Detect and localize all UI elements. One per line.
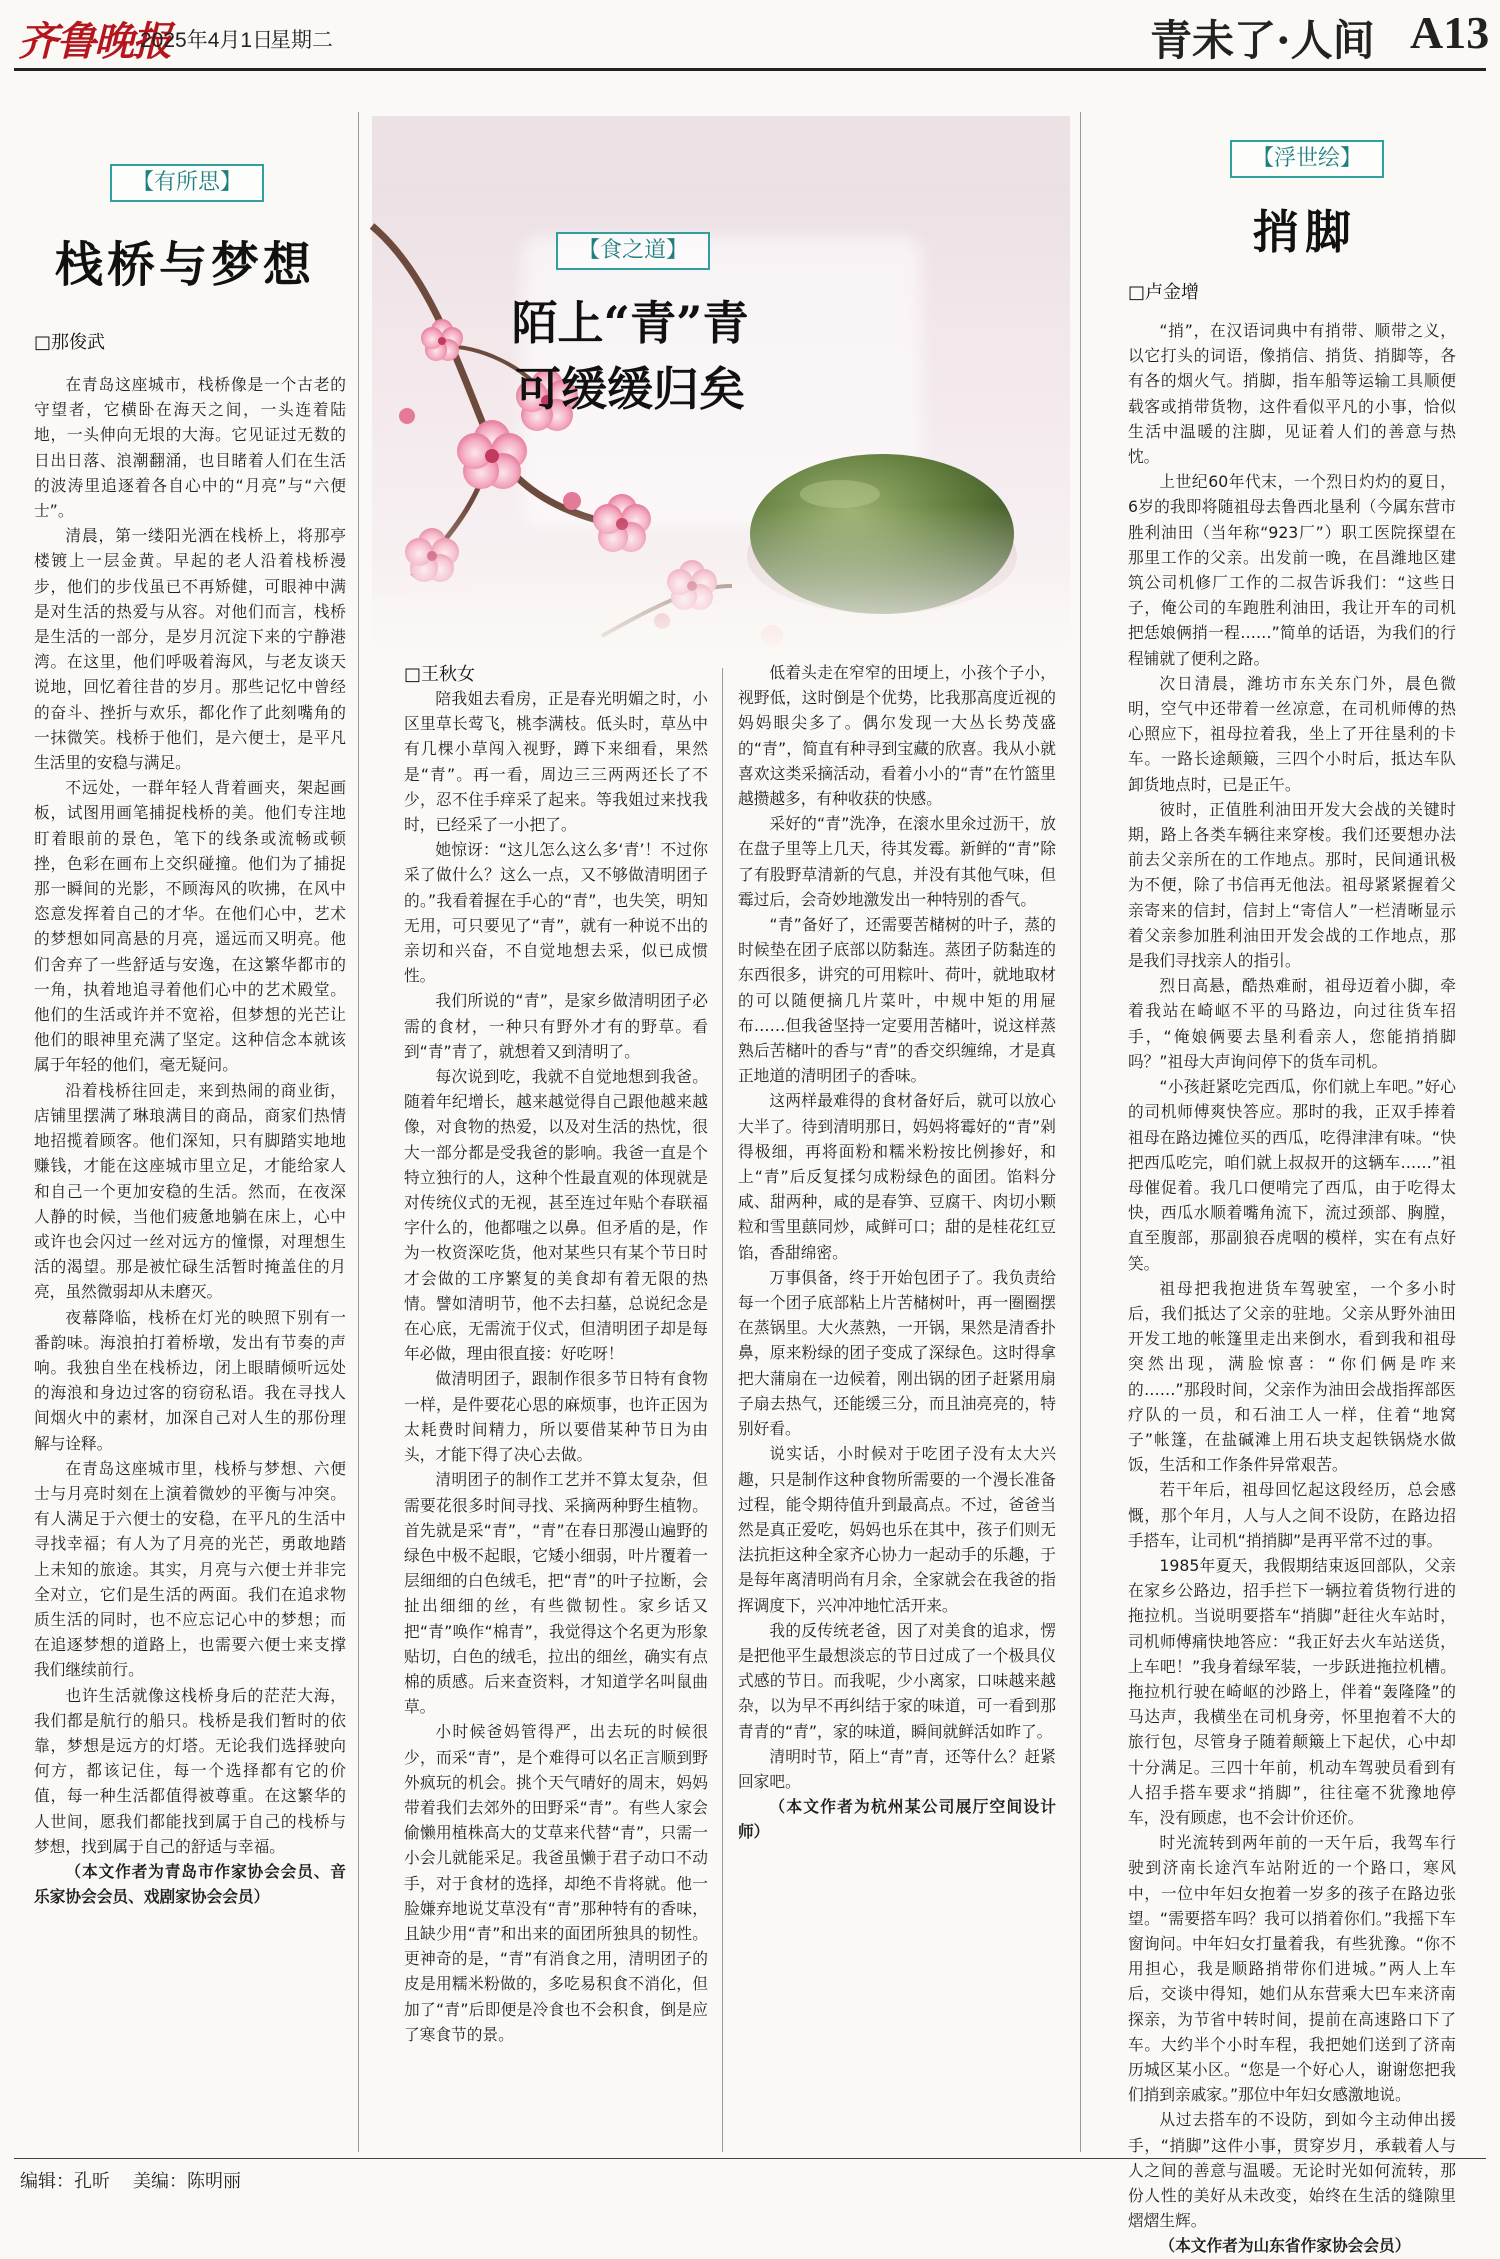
paragraph: 清明团子的制作工艺并不算太复杂，但需要花很多时间寻找、采摘两种野生植物。首先就是采“青”，“青”在春日那漫山遍野的绿色中极不起眼，它矮小细弱，叶片覆着一层细细的白色绒毛，把“青”的叶子拉断，会扯出细细的丝，有些微韧性。家乡话又把“青”唤作“棉青”，我觉得这个名更为形象贴切，白色的绒毛，拉出的细丝，确实有点棉的质感。后来查资料，才知道学名叫鼠曲草。 <box>404 1470 708 1717</box>
paragraph: 她惊讶：“这儿怎么这么多‘青’！不过你采了做什么？这么一点，又不够做清明团子的。”我看着握在手心的“青”，也失笑，明知无用，可只要见了“青”，就有一种说不出的亲切和兴奋，不自觉地想去采，似已成惯性。 <box>404 840 708 986</box>
paragraph: 小时候爸妈管得严，出去玩的时候很少，而采“青”，是个难得可以名正言顺到野外疯玩的机会。挑个天气晴好的周末，妈妈带着我们去郊外的田野采“青”。有些人家会偷懒用植株高大的艾草来代替“青”，只需一小会儿就能采足。我爸虽懒于君子动口不动手，对于食材的选择，却绝不肯将就。他一脸嫌弃地说艾草没有“青”那种特有的香味，且缺少用“青”和出来的面团所独具的韧性。更神奇的是，“青”有消食之用，清明团子的皮是用糯米粉做的，多吃易积食不消化，但加了“青”后即便是冷食也不会积食，倒是应了寒食节的景。 <box>404 1722 708 2044</box>
column-divider-left <box>358 112 359 2152</box>
paragraph: “青”备好了，还需要苦槠树的叶子，蒸的时候垫在团子底部以防黏连。蒸团子防黏连的东西很多，讲究的可用粽叶、荷叶，就地取材的可以随便摘几片菜叶，中规中矩的用屉布……但我爸坚持一定要用苦槠叶，说这样蒸熟后苦槠叶的香与“青”的香交织缠绵，才是真正地道的清明团子的香味。 <box>738 915 1056 1086</box>
paragraph: 若干年后，祖母回忆起这段经历，总会感慨，那个年月，人与人之间不设防，在路边招手搭车，让司机“捎捎脚”是再平常不过的事。 <box>1128 1480 1456 1550</box>
article-title-line1: 陌上“青”青 <box>511 296 749 350</box>
issue-date: 2025年4月1日 <box>140 29 274 52</box>
article-title: 捎脚 <box>1253 205 1357 259</box>
paragraph: 在青岛这座城市，栈桥像是一个古老的守望者，它横卧在海天之间，一头连着陆地，一头伸向无垠的大海。它见证过无数的日出日落、浪潮翻涌，也目睹着人们在生活的波涛里追逐着各自心中的“月亮”与“六便士”。 <box>34 375 346 521</box>
article-title: 栈桥与梦想 <box>54 237 315 293</box>
paragraph: 清晨，第一缕阳光洒在栈桥上，将那亭楼镀上一层金黄。早起的老人沿着栈桥漫步，他们的步伐虽已不再矫健，可眼神中满是对生活的热爱与从容。对他们而言，栈桥是生活的一部分，是岁月沉淀下来的宁静港湾。在这里，他们呼吸着海风，与老友谈天说地，回忆着往昔的岁月。那些记忆中曾经的奋斗、挫折与欢乐，都化作了此刻嘴角的一抹微笑。栈桥于他们，是六便士，是平凡生活里的安稳与满足。 <box>34 526 346 773</box>
author-note: （本文作者为山东省作家协会会员） <box>1159 2236 1411 2256</box>
paragraph: 做清明团子，跟制作很多节日特有食物一样，是件要花心思的麻烦事，也许正因为太耗费时间精力，所以要借某种节日为由头，才能下得了决心去做。 <box>404 1369 708 1465</box>
paragraph: 低着头走在窄窄的田埂上，小孩个子小，视野低，这时倒是个优势，比我那高度近视的妈妈眼尖多了。偶尔发现一大丛长势茂盛的“青”，简直有种寻到宝藏的欣喜。我从小就喜欢这类采摘活动，看着小小的“青”在竹篮里越攒越多，有种收获的快感。 <box>738 663 1056 809</box>
paragraph: 采好的“青”洗净，在滚水里氽过沥干，放在盘子里等上几天，待其发霉。新鲜的“青”除了有股野草清新的气息，并没有其他气味，但霉过后，会奇妙地激发出一种特别的香气。 <box>738 814 1056 909</box>
paragraph: 烈日高悬，酷热难耐，祖母迈着小脚，牵着我站在崎岖不平的马路边，向过往货车招手，“俺娘俩要去垦利看亲人，您能捎捎脚吗？”祖母大声询问停下的货车司机。 <box>1128 976 1456 1071</box>
paragraph: 祖母把我抱进货车驾驶室，一个多小时后，我们抵达了父亲的驻地。父亲从野外油田开发工地的帐篷里走出来倒水，看到我和祖母突然出现，满脸惊喜：“你们俩是咋来的……”那段时间，父亲作为油田会战指挥部医疗队的一员，和石油工人一样，住着“地窝子”帐篷，在盐碱滩上用石块支起铁锅烧水做饭，生活和工作条件异常艰苦。 <box>1128 1278 1456 1475</box>
page-footer <box>20 2167 259 2193</box>
paragraph: 这两样最难得的食材备好后，就可以放心大半了。待到清明那日，妈妈将霉好的“青”剁得极细，再将面粉和糯米粉按比例掺好，和上“青”后反复揉匀成粉绿色的面团。馅料分咸、甜两种，咸的是春笋、豆腐干、肉切小颗粒和雪里蕻同炒，咸鲜可口；甜的是桂花红豆馅，香甜绵密。 <box>738 1091 1056 1262</box>
article-body-col2 <box>738 660 1056 2152</box>
article-title <box>470 290 790 422</box>
paragraph: 说实话，小时候对于吃团子没有太大兴趣，只是制作这种食物所需要的一个漫长准备过程，能令期待值升到最高点。不过，爸爸当然是真正爱吃，妈妈也乐在其中，孩子们则无法抗拒这种全家齐心协力一起动手的乐趣，于是每年离清明尚有月余，全家就会在我爸的指挥调度下，兴冲冲地忙活开来。 <box>738 1444 1056 1615</box>
designer-credit: 美编：陈明丽 <box>133 2171 242 2191</box>
author-name: □卢金增 <box>1128 282 1200 303</box>
article-tag: 【食之道】 <box>556 232 710 270</box>
paragraph: 陪我姐去看房，正是春光明媚之时，小区里草长莺飞，桃李满枝。低头时，草丛中有几棵小草闯入视野，蹲下来细看，果然是“青”。再一看，周边三三两两还长了不少，忍不住手痒采了起来。等我姐过来找我时，已经采了一小把了。 <box>404 689 708 835</box>
paragraph: 1985年夏天，我假期结束返回部队，父亲在家乡公路边，招手拦下一辆拉着货物行进的拖拉机。当说明要搭车“捎脚”赶往火车站时，司机师傅痛快地答应：“我正好去火车站送货，上车吧！”我身着绿军装，一步跃进拖拉机槽。拖拉机行驶在崎岖的沙路上，伴着“轰隆隆”的马达声，我横坐在司机身旁，怀里抱着不大的旅行包，尽管身子随着颠簸上下起伏，心中却十分满足。三四十年前，机动车驾驶员看到有人招手搭车要求“捎脚”，往往毫不犹豫地停车，没有顾虑，也不会计价还价。 <box>1128 1555 1456 1827</box>
paragraph: 次日清晨，潍坊市东关东门外，晨色微明，空气中还带着一丝凉意，在司机师傅的热心照应下，祖母拉着我，坐上了开往垦利的卡车。一路长途颠簸，三四个小时后，抵达车队卸货地点时，已是正午。 <box>1128 673 1456 794</box>
paragraph: 万事俱备，终于开始包团子了。我负责给每一个团子底部粘上片苦槠树叶，再一圈圈摆在蒸锅里。大火蒸熟，一开锅，果然是清香扑鼻，原来粉绿的团子变成了深绿色。这时得拿把大蒲扇在一边候着，刚出锅的团子赶紧用扇子扇去热气，还能缓三分，而且油亮亮的，特别好看。 <box>738 1267 1056 1439</box>
column-divider-middle <box>722 668 723 2152</box>
paragraph: 沿着栈桥往回走，来到热闹的商业街，店铺里摆满了琳琅满目的商品，商家们热情地招揽着顾客。他们深知，只有脚踏实地地赚钱，才能在这座城市里立足，才能给家人和自己一个更加安稳的生活。然而，在夜深人静的时候，当他们疲惫地躺在床上，心中或许也会闪过一丝对远方的憧憬，对理想生活的渴望。那是被忙碌生活暂时掩盖住的月亮，虽然微弱却从未磨灭。 <box>34 1080 346 1302</box>
paragraph: 在青岛这座城市里，栈桥与梦想、六便士与月亮时刻在上演着微妙的平衡与冲突。有人满足于六便士的安稳，在平凡的生活中寻找幸福；有人为了月亮的光芒，勇敢地踏上未知的旅途。其实，月亮与六便士并非完全对立，它们是生活的两面。我们在追求物质生活的同时，也不应忘记心中的梦想；而在追逐梦想的道路上，也需要六便士来支撑我们继续前行。 <box>34 1458 346 1680</box>
page-header <box>0 0 1500 70</box>
article-title-line2: 可缓缓归矣 <box>515 362 745 416</box>
paragraph: 清明时节，陌上“青”青，还等什么？赶紧回家吧。 <box>738 1746 1056 1791</box>
issue-weekday: 星期二 <box>270 29 333 52</box>
article-tag: 【有所思】 <box>110 164 264 202</box>
paragraph: “小孩赶紧吃完西瓜，你们就上车吧。”好心的司机师傅爽快答应。那时的我，正双手捧着祖母在路边摊位买的西瓜，吃得津津有味。“快把西瓜吃完，咱们就上叔叔开的这辆车……”祖母催促着。我几口便啃完了西瓜，由于吃得太快，西瓜水顺着嘴角流下，流过颈部、胸膛，直至腹部，那副狼吞虎咽的模样，实在有点好笑。 <box>1128 1077 1456 1273</box>
article-author <box>404 660 475 686</box>
article-body-col1 <box>404 686 708 2152</box>
footer-rule <box>14 2158 1486 2159</box>
paragraph: 夜幕降临，栈桥在灯光的映照下别有一番韵味。海浪拍打着桥墩，发出有节奏的声响。我独自坐在栈桥边，闭上眼睛倾听远处的海浪和身边过客的窃窃私语。我在寻找人间烟火中的素材，加深自己对人生的那份理解与诠释。 <box>34 1307 346 1453</box>
paragraph: 时光流转到两年前的一天午后，我驾车行驶到济南长途汽车站附近的一个路口，寒风中，一位中年妇女抱着一岁多的孩子在路边张望。“需要搭车吗？我可以捎着你们。”我摇下车窗询问。中年妇女打量着我，有些犹豫。“你不用担心，我是顺路捎带你们进城。”两人上车后，交谈中得知，她们从东营乘大巴车来济南探亲，为节省中转时间，提前在高速路口下了车。大约半个小时车程，我把她们送到了济南历城区某小区。“您是一个好心人，谢谢您把我们捎到亲戚家。”那位中年妇女感激地说。 <box>1128 1833 1456 2105</box>
paragraph: 上世纪60年代末，一个烈日灼灼的夏日，6岁的我即将随祖母去鲁西北垦利（今属东营市胜利油田（当年称“923厂”）职工医院探望在那里工作的父亲。出发前一晚，在昌潍地区建筑公司机修厂工作的二叔告诉我们：“这些日子，俺公司的车跑胜利油田，我让开车的司机把恁娘俩捎一程……”简单的话语，为我们的行程铺就了便利之路。 <box>1128 472 1456 668</box>
author-name: □那俊武 <box>34 332 106 353</box>
article-body <box>1128 318 1456 2256</box>
section-title: 青未了·人间 <box>1150 16 1375 65</box>
paragraph: “捎”，在汉语词典中有捎带、顺带之义，以它打头的词语，像捎信、捎货、捎脚等，各有各的烟火气。捎脚，指车船等运输工具顺便载客或捎带货物，这件看似平凡的小事，恰似生活中温暖的注脚，见证着人们的善意与热忱。 <box>1128 321 1456 467</box>
article-author <box>1128 278 1199 304</box>
paragraph: 从过去搭车的不设防，到如今主动伸出援手，“捎脚”这件小事，贯穿岁月，承载着人与人之间的善意与温暖。无论时光如何流转，那份人性的美好从未改变，始终在生活的缝隙里熠熠生辉。 <box>1128 2110 1456 2231</box>
author-name: □王秋女 <box>404 664 476 685</box>
paragraph: 也许生活就像这栈桥身后的茫茫大海，我们都是航行的船只。栈桥是我们暂时的依靠，梦想是远方的灯塔。无论我们选择驶向何方，都该记住，每一个选择都有它的价值，每一种生活都值得被尊重。在这繁华的人世间，愿我们都能找到属于自己的栈桥与梦想，找到属于自己的舒适与幸福。 <box>34 1685 346 1856</box>
page-number: A13 <box>1410 7 1490 58</box>
article-author <box>34 328 105 354</box>
author-note: （本文作者为青岛市作家协会会员、音乐家协会会员、戏剧家协会会员） <box>34 1861 346 1907</box>
article-tag: 【浮世绘】 <box>1230 140 1384 178</box>
paragraph: 彼时，正值胜利油田开发大会战的关键时期，路上各类车辆往来穿梭。我们还要想办法前去父亲所在的工作地点。那时，民间通讯极为不便，除了书信再无他法。祖母紧紧握着父亲寄来的信封，信封上“寄信人”一栏清晰显示着父亲参加胜利油田开发会战的工作地点，那是我们寻找亲人的指引。 <box>1128 799 1456 971</box>
paragraph: 每次说到吃，我就不自觉地想到我爸。随着年纪增长，越来越觉得自己跟他越来越像，对食物的热爱，以及对生活的热忱，很大一部分都是受我爸的影响。我爸一直是个特立独行的人，这种个性最直观的体现就是对传统仪式的无视，甚至连过年贴个春联福字什么的，他都嗤之以鼻。但矛盾的是，作为一枚资深吃货，他对某些只有某个节日时才会做的工序繁复的美食却有着无限的热情。譬如清明节，他不去扫墓，总说纪念是在心底，无需流于仪式，但清明团子却是每年必做，理由很直接：好吃呀！ <box>404 1067 708 1364</box>
paragraph: 我的反传统老爸，因了对美食的追求，愣是把他平生最想淡忘的节日过成了一个极具仪式感的节日。而我呢，少小离家，口味越来越杂，以为早不再纠结于家的味道，可一看到那青青的“青”，家的味道，瞬间就鲜活如昨了。 <box>738 1620 1056 1741</box>
column-divider-right <box>1080 112 1081 2152</box>
editor-credit: 编辑：孔昕 <box>20 2171 110 2191</box>
author-note: （本文作者为杭州某公司展厅空间设计师） <box>738 1797 1056 1842</box>
header-rule <box>14 68 1486 71</box>
paragraph: 不远处，一群年轻人背着画夹，架起画板，试图用画笔捕捉栈桥的美。他们专注地盯着眼前的景色，笔下的线条或流畅或顿挫，色彩在画布上交织碰撞。他们为了捕捉那一瞬间的光影，不顾海风的吹拂，在风中恣意发挥着自己的才华。在他们心中，艺术的梦想如同高悬的月亮，遥远而又明亮。他们舍弃了一些舒适与安逸，在这繁华都市的一角，执着地追寻着他们心中的艺术殿堂。他们的生活或许并不宽裕，但梦想的光芒让他们的眼神里充满了坚定。这种信念本就该属于年轻的他们，毫无疑问。 <box>34 778 346 1075</box>
newspaper-masthead: 齐鲁晚报 <box>18 19 170 65</box>
paragraph: 我们所说的“青”，是家乡做清明团子必需的食材，一种只有野外才有的野草。看到“青”青了，就想着又到清明了。 <box>404 991 708 1061</box>
article-body <box>34 372 346 2150</box>
